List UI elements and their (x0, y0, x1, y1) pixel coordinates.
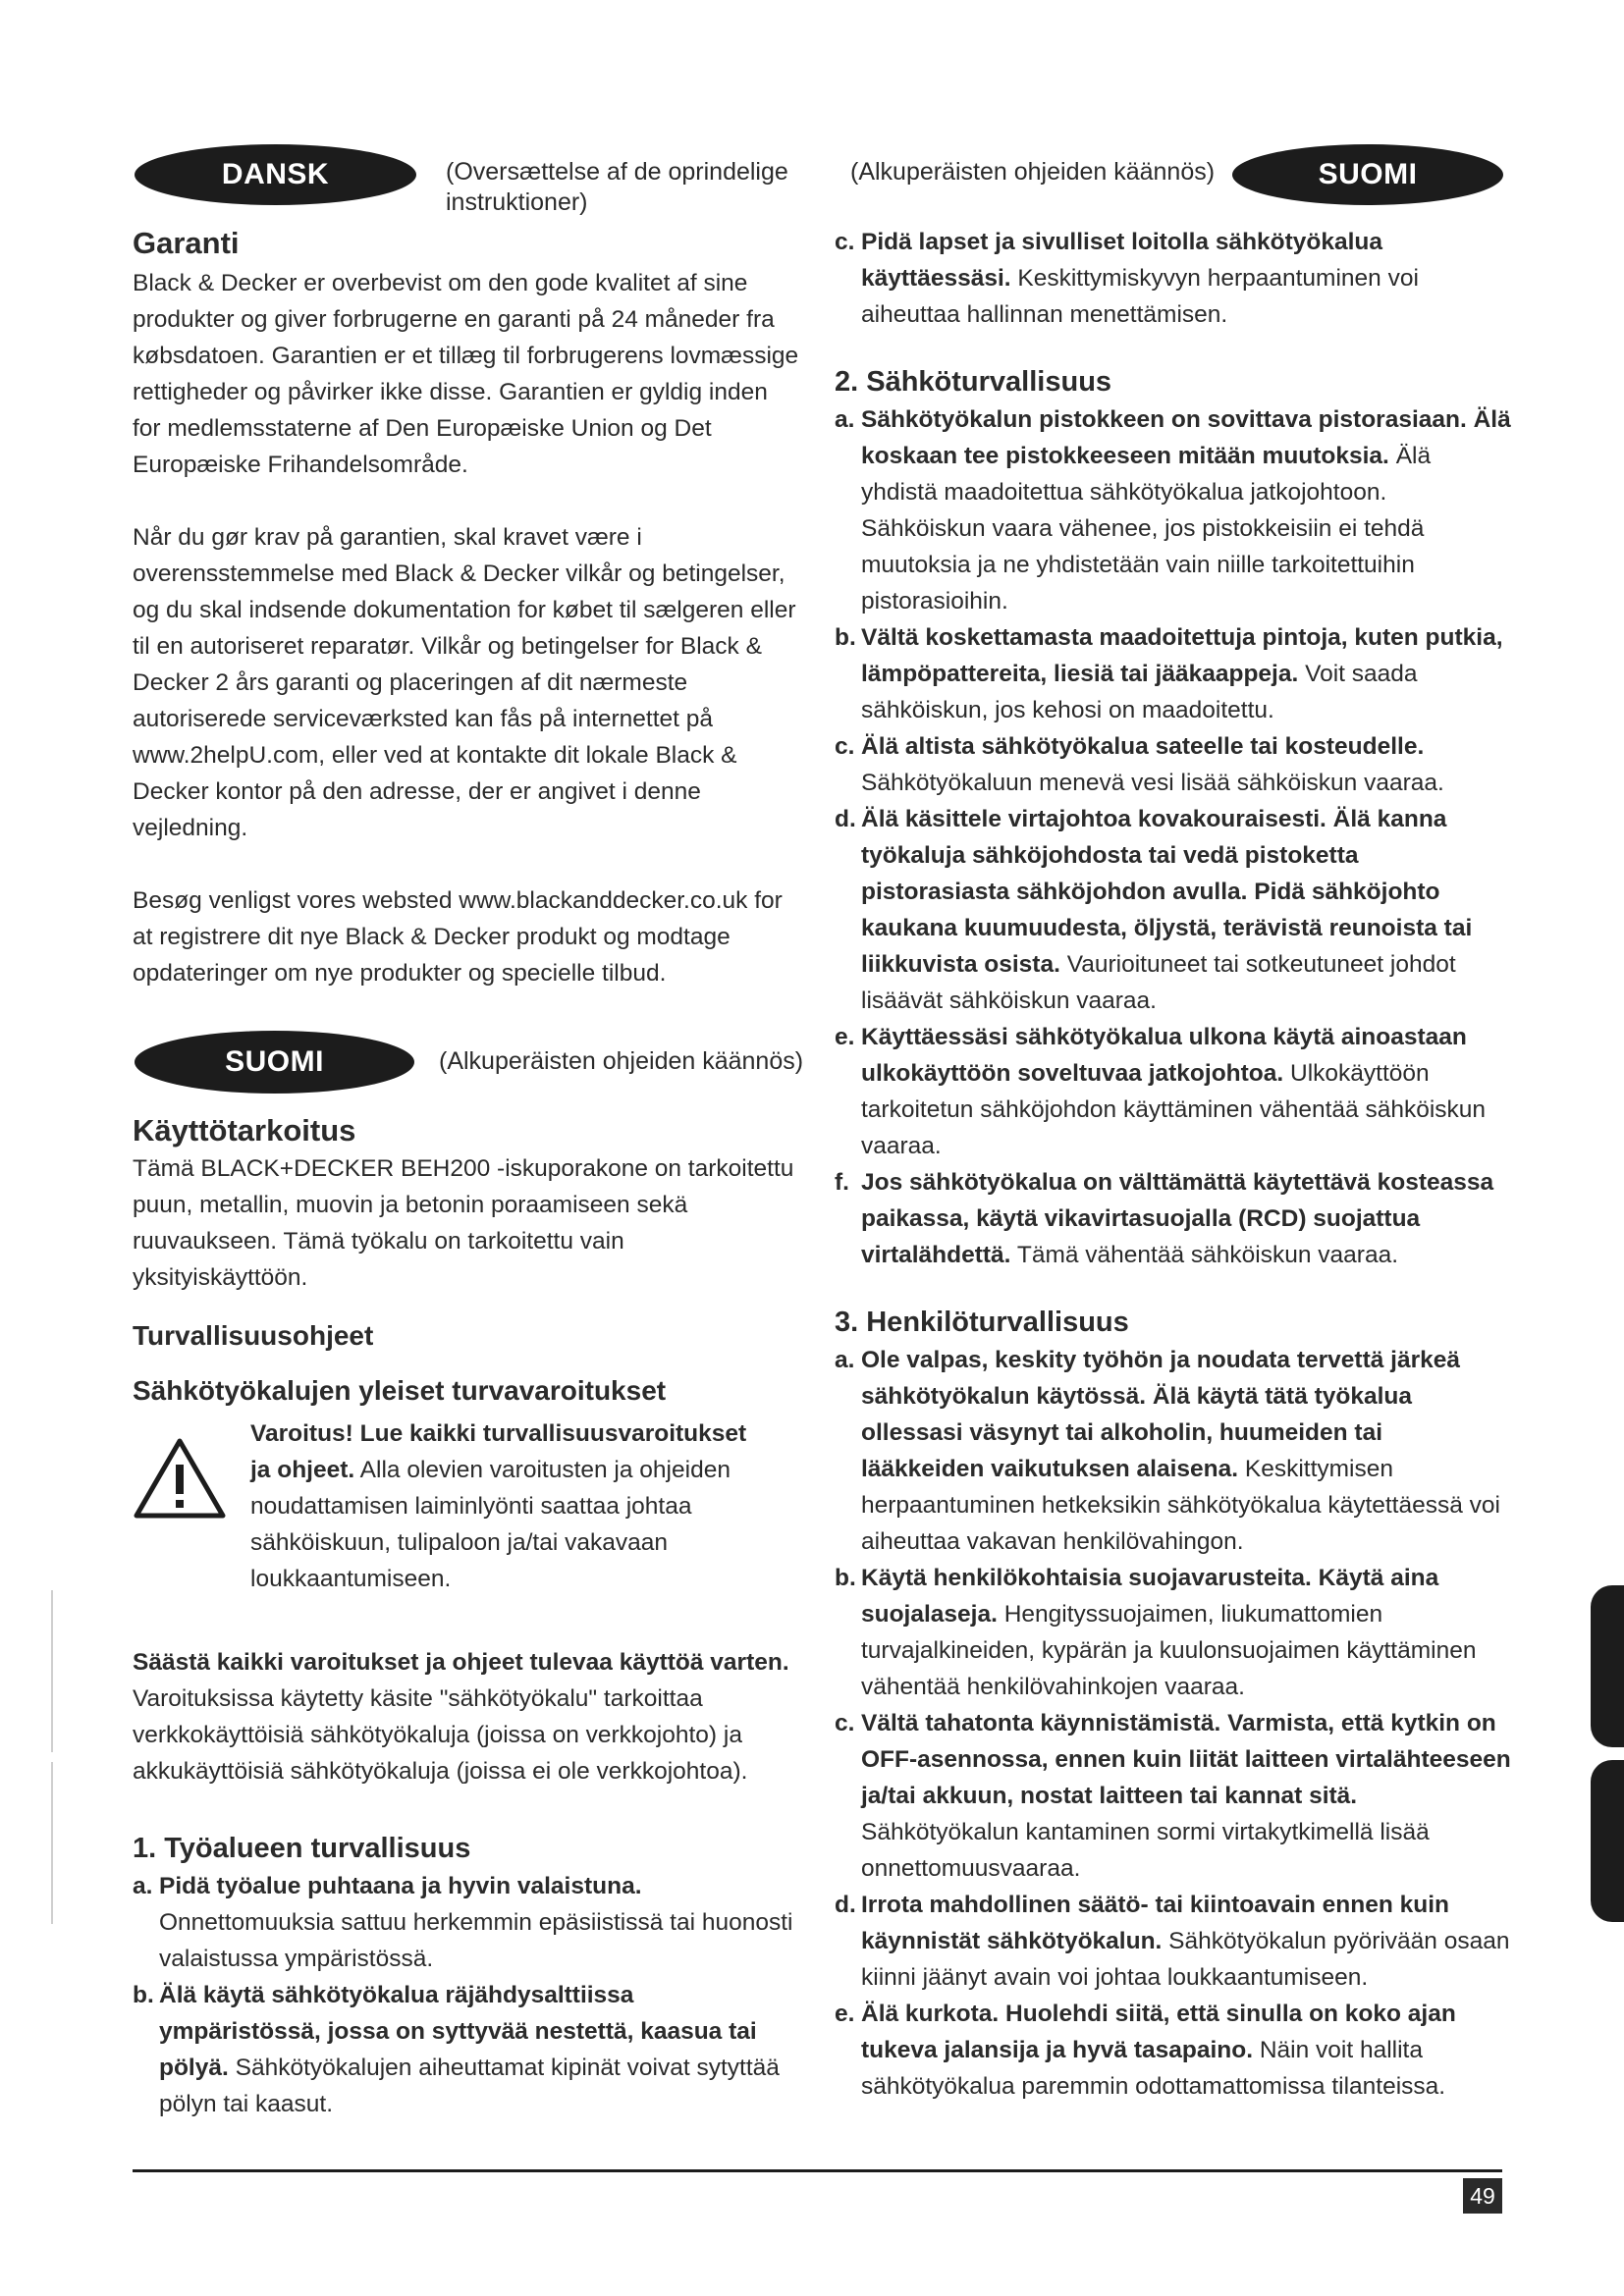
list-item: c. Vältä tahatonta käynnistämistä. Varmista, että kytkin on OFF-asennossa, ennen kuin liität laitteen virtalähteeseen ja/tai akkuun, nostat laitteen tai kannat sitä. Sähkötyökalun kantaminen sormi virtakytkimellä lisää onnettomuusvaaraa. (835, 1710, 1511, 1882)
list-item: e. Käyttäessäsi sähkötyökalua ulkona käytä ainoastaan ulkokäyttöön soveltuvaa jatkojohtoa. Ulkokäyttöön tarkoitetun sähköjohdon käyttäminen vähentää sähköiskun vaaraa. (835, 1024, 1487, 1159)
section-1-title: 1. Työalueen turvallisuus (133, 1833, 471, 1864)
dansk-translation-note: (Oversættelse af de oprindelige instruktioner) (446, 158, 788, 216)
garanti-paragraph-2: Når du gør krav på garantien, skal kravet være i overensstemmelse med Black & Decker vilkår og betingelser, og du skal indsende dokumentation for købet til sælgeren eller til en autoriseret reparatør. Vilkår og betingelser for Black & Decker 2 års garanti og placeringen af dit nærmeste autoriserede serviceværksted kan fås på internettet på www.2helpU.com, eller ved at kontakte dit lokale Black & Decker kontor på den adresse, der er angivet i denne vejledning. (133, 524, 796, 841)
list-item: b. Älä käytä sähkötyökalua räjähdysalttiissa ympäristössä, jossa on syttyvää nestettä, kaasua tai pölyä. Sähkötyökalujen aiheuttamat kipinät voivat sytyttää pölyn tai kaasut. (133, 1982, 780, 2117)
safety-title: Turvallisuusohjeet (133, 1320, 374, 1351)
language-tab-suomi-header: SUOMI (1232, 144, 1503, 205)
save-warnings-bold: Säästä kaikki varoitukset ja ohjeet tulevaa käyttöä varten. (133, 1649, 789, 1676)
side-thumb-tab-lower (1591, 1760, 1624, 1922)
binding-line (51, 1762, 53, 1924)
section-2-title: 2. Sähköturvallisuus (835, 366, 1112, 398)
list-item: a. Sähkötyökalun pistokkeen on sovittava pistorasiaan. Älä koskaan tee pistokkeeseen mitään muutoksia. Älä yhdistä maadoitettua sähkötyökalua jatkojohtoon. Sähköiskun vaara vähenee, jos pistokkeisiin ei tehdä muutoksia ja ne yhdistetään vain niille tarkoitettuihin pistorasioihin. (835, 406, 1511, 614)
list-item: a. Ole valpas, keskity työhön ja noudata tervettä järkeä sähkötyökalun käytössä. Älä käytä tätä työkalua ollessasi väsynyt tai alkoholin, huumeiden tai lääkkeiden vaikutuksen alaisena. Keskittymisen herpaantuminen hetkeksikin sähkötyökalua käytettäessä voi aiheuttaa vakavan henkilövahingon. (835, 1347, 1500, 1555)
purpose-text: Tämä BLACK+DECKER BEH200 -iskuporakone on tarkoitettu puun, metallin, muovin ja betonin poraamiseen sekä ruuvaukseen. Tämä työkalu on tarkoitettu vain yksityiskäyttöön. (133, 1155, 794, 1291)
list-item: b. Vältä koskettamasta maadoitettuja pintoja, kuten putkia, lämpöpattereita, liesiä tai jääkaappeja. Voit saada sähköiskun, jos kehosi on maadoitettu. (835, 624, 1503, 723)
list-item: a. Pidä työalue puhtaana ja hyvin valaistuna. Onnettomuuksia sattuu herkemmin epäsiistissä tai huonosti valaistussa ympäristössä. (133, 1873, 793, 1972)
side-thumb-tab-upper (1591, 1585, 1624, 1747)
list-item: d. Älä käsittele virtajohtoa kovakouraisesti. Älä kanna työkaluja sähköjohdosta tai vedä pistoketta pistorasiasta sähköjohdon avulla. Pidä sähköjohto kaukana kuumuudesta, öljystä, terävistä reunoista tai liikkuvista osista. Vaurioituneet tai sotkeutuneet johdot lisäävät sähköiskun vaaraa. (835, 806, 1473, 1014)
section-3-title: 3. Henkilöturvallisuus (835, 1307, 1129, 1338)
garanti-paragraph-1: Black & Decker er overbevist om den gode kvalitet af sine produkter og giver forbrugerne en garanti på 24 måneder fra købsdatoen. Garantien er et tillæg til forbrugerens lovmæssige rettigheder og påvirker ikke disse. Garantien er gyldig inden for medlemsstaterne af Den Europæiske Union og Det Europæiske Frihandelsområde. (133, 270, 799, 478)
list-item: b. Käytä henkilökohtaisia suojavarusteita. Käytä aina suojalaseja. Hengityssuojaimen, liukumattomien turvajalkineiden, kypärän ja kuulonsuojaimen käyttäminen vähentää henkilövahinkojen vaaraa. (835, 1565, 1477, 1700)
language-tab-suomi: SUOMI (135, 1031, 414, 1094)
language-tab-dansk: DANSK (135, 144, 416, 205)
binding-line (51, 1590, 53, 1752)
warning-text: Alla olevien varoitusten ja ohjeiden noudattamisen laiminlyönti saattaa johtaa sähköiskuun, tulipaloon ja/tai vakavaan loukkaantumiseen. (250, 1457, 731, 1592)
warning-bold-text: Varoitus! Lue kaikki turvallisuusvaroitukset ja ohjeet. (250, 1420, 747, 1483)
list-item: d. Irrota mahdollinen säätö- tai kiintoavain ennen kuin käynnistät sähkötyökalun. Sähkötyökalun pyörivään osaan kiinni jäänyt avain voi johtaa loukkaantumiseen. (835, 1892, 1510, 1991)
list-item: c. Älä altista sähkötyökalua sateelle tai kosteudelle. Sähkötyökaluun menevä vesi lisää sähköiskun vaaraa. (835, 733, 1444, 796)
list-item: c. Pidä lapset ja sivulliset loitolla sähkötyökalua käyttäessäsi. Keskittymiskyvyn herpaantuminen voi aiheuttaa hallinnan menettämisen. (835, 229, 1419, 328)
save-warnings-text: Varoituksissa käytetty käsite "sähkötyökalu" tarkoittaa verkkokäyttöisiä sähkötyökaluja (joissa on verkkojohto) ja akkukäyttöisiä sähkötyökaluja (joissa ei ole verkkojohtoa). (133, 1685, 748, 1785)
warning-block (133, 1415, 800, 1597)
page-number: 49 (1463, 2178, 1502, 2214)
list-item: e. Älä kurkota. Huolehdi siitä, että sinulla on koko ajan tukeva jalansija ja hyvä tasapaino. Näin voit hallita sähkötyökalua paremmin odottamattomissa tilanteissa. (835, 2001, 1456, 2100)
garanti-paragraph-3: Besøg venligst vores websted www.blackanddecker.co.uk for at registrere dit nye Black & Decker produkt og modtage opdateringer om nye produkter og specielle tilbud. (133, 887, 783, 987)
suomi-translation-note-header: (Alkuperäisten ohjeiden käännös) (850, 158, 1216, 186)
footer-rule (133, 2169, 1502, 2172)
warning-triangle-icon (133, 1415, 250, 1597)
list-item: f. Jos sähkötyökalua on välttämättä käytettävä kosteassa paikassa, käytä vikavirtasuojalla (RCD) suojattua virtalähdettä. Tämä vähentää sähköiskun vaaraa. (835, 1169, 1494, 1268)
suomi-translation-note: (Alkuperäisten ohjeiden käännös) (439, 1047, 804, 1075)
garanti-title: Garanti (133, 226, 240, 260)
purpose-title: Käyttötarkoitus (133, 1113, 356, 1148)
general-warnings-title: Sähkötyökalujen yleiset turvavaroitukset (133, 1375, 667, 1406)
